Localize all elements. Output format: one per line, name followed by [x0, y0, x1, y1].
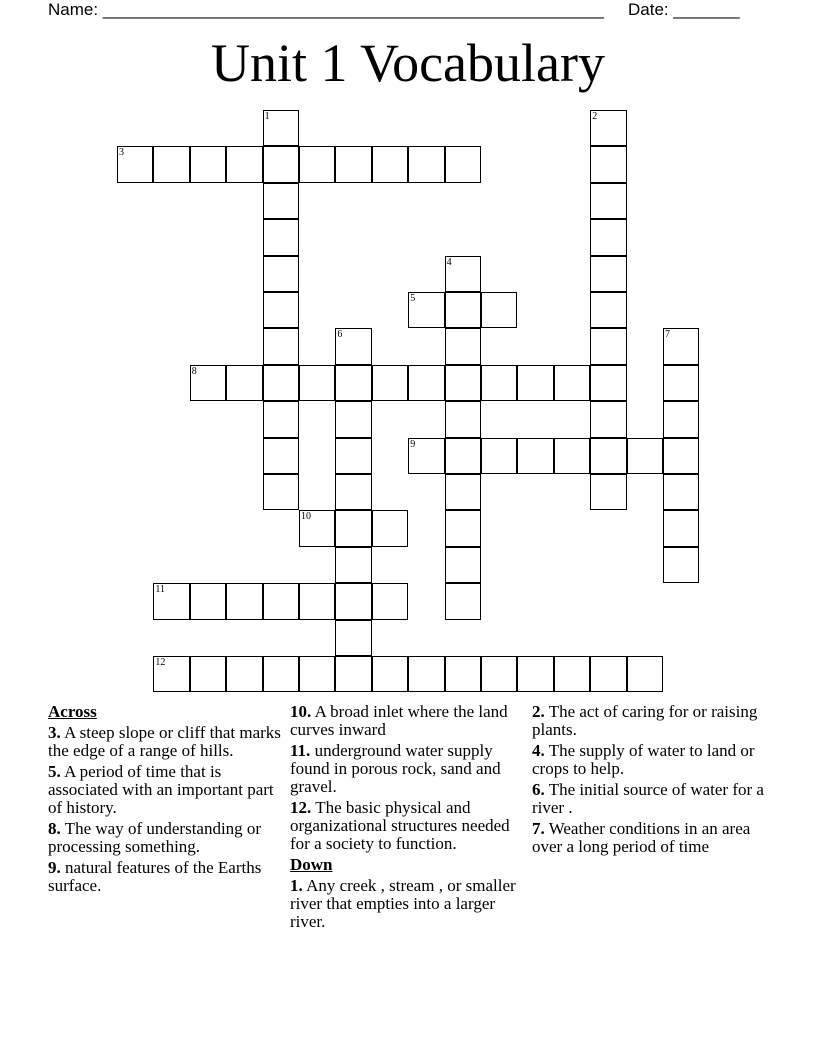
crossword-cell[interactable] [517, 438, 553, 474]
crossword-cell[interactable] [372, 656, 408, 692]
page-title: Unit 1 Vocabulary [211, 33, 605, 93]
cell-number: 3 [119, 147, 124, 159]
date-line[interactable]: _______ [673, 0, 740, 19]
crossword-cell[interactable] [517, 365, 553, 401]
crossword-cell[interactable] [408, 365, 444, 401]
crossword-cell[interactable] [372, 510, 408, 546]
crossword-cell[interactable] [299, 365, 335, 401]
crossword-cell[interactable] [263, 583, 299, 619]
crossword-cell[interactable] [263, 110, 299, 146]
crossword-cell[interactable] [263, 256, 299, 292]
crossword-cell[interactable] [663, 438, 699, 474]
clue-across-5: 5. A period of time that is associated with an important part of history. [48, 762, 274, 817]
crossword-cell[interactable] [445, 365, 481, 401]
crossword-cell[interactable] [263, 474, 299, 510]
crossword-cell[interactable] [663, 547, 699, 583]
cell-number: 4 [446, 256, 452, 268]
clue-across-3: 3. A steep slope or cliff that marks the edge of a range of hills. [48, 723, 281, 760]
crossword-cell[interactable] [408, 292, 444, 328]
crossword-cell[interactable] [590, 401, 626, 437]
crossword-cell[interactable] [445, 328, 481, 364]
crossword-cell[interactable] [263, 438, 299, 474]
crossword-cell[interactable] [627, 656, 663, 692]
crossword-cell[interactable] [445, 256, 481, 292]
crossword-cell[interactable] [445, 146, 481, 182]
crossword-cell[interactable] [445, 292, 481, 328]
clues-column-3 [532, 703, 768, 859]
clue-across-8: 8. The way of understanding or processing something. [48, 819, 262, 856]
crossword-cell[interactable] [481, 292, 517, 328]
crossword-cell[interactable] [263, 219, 299, 255]
crossword-cell[interactable] [590, 146, 626, 182]
cell-number: 7 [665, 329, 670, 341]
crossword-cell[interactable] [445, 401, 481, 437]
crossword-cell[interactable] [590, 183, 626, 219]
crossword-cell[interactable] [335, 438, 371, 474]
cell-number: 2 [592, 111, 598, 122]
crossword-cell[interactable] [263, 292, 299, 328]
crossword-cell[interactable] [554, 438, 590, 474]
crossword-cell[interactable] [372, 365, 408, 401]
crossword-cell[interactable] [481, 438, 517, 474]
clue-down-4: 4. The supply of water to land or crops to help. [532, 741, 755, 778]
clue-down-7: 7. Weather conditions in an area over a long period of time [532, 819, 751, 856]
crossword-cell[interactable] [226, 656, 262, 692]
clue-across-9: 9. natural features of the Earths surface. [48, 858, 262, 895]
crossword-cell[interactable] [445, 583, 481, 619]
crossword-cell[interactable] [481, 656, 517, 692]
crossword-cell[interactable] [663, 328, 699, 364]
crossword-cell[interactable] [190, 583, 226, 619]
crossword-cell[interactable] [226, 365, 262, 401]
cell-number: 8 [191, 365, 197, 377]
crossword-cell[interactable] [335, 146, 371, 182]
cell-number: 10 [301, 511, 311, 523]
date-label: Date: [628, 0, 669, 19]
cell-number: 11 [155, 584, 166, 596]
crossword-cell[interactable] [263, 328, 299, 364]
crossword-cell[interactable] [153, 656, 189, 692]
crossword-cell[interactable] [263, 656, 299, 692]
crossword-cell[interactable] [153, 146, 189, 182]
across-heading: Across [48, 702, 97, 721]
crossword-cell[interactable] [590, 110, 626, 146]
cell-number: 1 [264, 111, 270, 122]
crossword-cell[interactable] [554, 656, 590, 692]
cell-number: 6 [337, 329, 343, 341]
crossword-cell[interactable] [481, 365, 517, 401]
crossword-cell[interactable] [153, 583, 189, 619]
crossword-cell[interactable] [590, 256, 626, 292]
down-heading: Down [290, 855, 333, 874]
crossword-cell[interactable] [299, 146, 335, 182]
crossword-cell[interactable] [445, 438, 481, 474]
crossword-cell[interactable] [263, 365, 299, 401]
crossword-cell[interactable] [590, 292, 626, 328]
crossword-cell[interactable] [117, 146, 153, 182]
crossword-cell[interactable] [263, 401, 299, 437]
crossword-cell[interactable] [372, 583, 408, 619]
crossword-cell[interactable] [663, 401, 699, 437]
crossword-cell[interactable] [408, 146, 444, 182]
crossword-cell[interactable] [299, 510, 335, 546]
clue-down-6: 6. The initial source of water for a river . [532, 780, 764, 817]
crossword-cell[interactable] [299, 656, 335, 692]
crossword-cell[interactable] [445, 510, 481, 546]
crossword-cell[interactable] [445, 656, 481, 692]
crossword-cell[interactable] [226, 583, 262, 619]
crossword-cell[interactable] [590, 438, 626, 474]
clue-across-11: 11. underground water supply found in porous rock, sand and gravel. [290, 741, 501, 796]
crossword-cell[interactable] [263, 183, 299, 219]
cell-number: 9 [410, 438, 416, 450]
clue-down-2: 2. The act of caring for or raising plants. [532, 702, 758, 739]
crossword-cell[interactable] [590, 328, 626, 364]
crossword-cell[interactable] [190, 656, 226, 692]
crossword-cell[interactable] [517, 656, 553, 692]
clue-across-10: 10. A broad inlet where the land curves inward [290, 702, 508, 739]
crossword-cell[interactable] [335, 547, 371, 583]
crossword-cell[interactable] [335, 620, 371, 656]
name-label: Name: [48, 0, 99, 19]
crossword-cell[interactable] [445, 474, 481, 510]
crossword-cell[interactable] [663, 365, 699, 401]
cell-number: 12 [155, 657, 166, 668]
name-line[interactable]: _____________________________________________________ [102, 0, 604, 19]
crossword-cell[interactable] [190, 365, 226, 401]
clue-down-1: 1. Any creek , stream , or smaller river that empties into a larger river. [290, 876, 516, 931]
crossword-cell[interactable] [445, 547, 481, 583]
crossword-cell[interactable] [335, 365, 371, 401]
clue-across-12: 12. The basic physical and organizational structures needed for a society to function. [290, 798, 510, 853]
crossword-cell[interactable] [663, 510, 699, 546]
clues-column-2 [290, 703, 526, 934]
crossword-cell[interactable] [299, 583, 335, 619]
crossword-cell[interactable] [263, 146, 299, 182]
crossword-cell[interactable] [335, 656, 371, 692]
cell-number: 5 [410, 293, 416, 304]
crossword-cell[interactable] [590, 656, 626, 692]
crossword-cell[interactable] [663, 474, 699, 510]
crossword-cell[interactable] [590, 219, 626, 255]
crossword-cell[interactable] [226, 146, 262, 182]
crossword-cell[interactable] [335, 401, 371, 437]
crossword-cell[interactable] [335, 583, 371, 619]
crossword-cell[interactable] [408, 656, 444, 692]
crossword-cell[interactable] [335, 510, 371, 546]
crossword-cell[interactable] [372, 146, 408, 182]
crossword-cell[interactable] [335, 474, 371, 510]
crossword-cell[interactable] [554, 365, 590, 401]
crossword-cell[interactable] [408, 438, 444, 474]
crossword-cell[interactable] [190, 146, 226, 182]
crossword-cell[interactable] [590, 365, 626, 401]
crossword-cell[interactable] [627, 438, 663, 474]
crossword-cell[interactable] [335, 328, 371, 364]
crossword-cell[interactable] [590, 474, 626, 510]
clues-column-1 [48, 703, 284, 898]
